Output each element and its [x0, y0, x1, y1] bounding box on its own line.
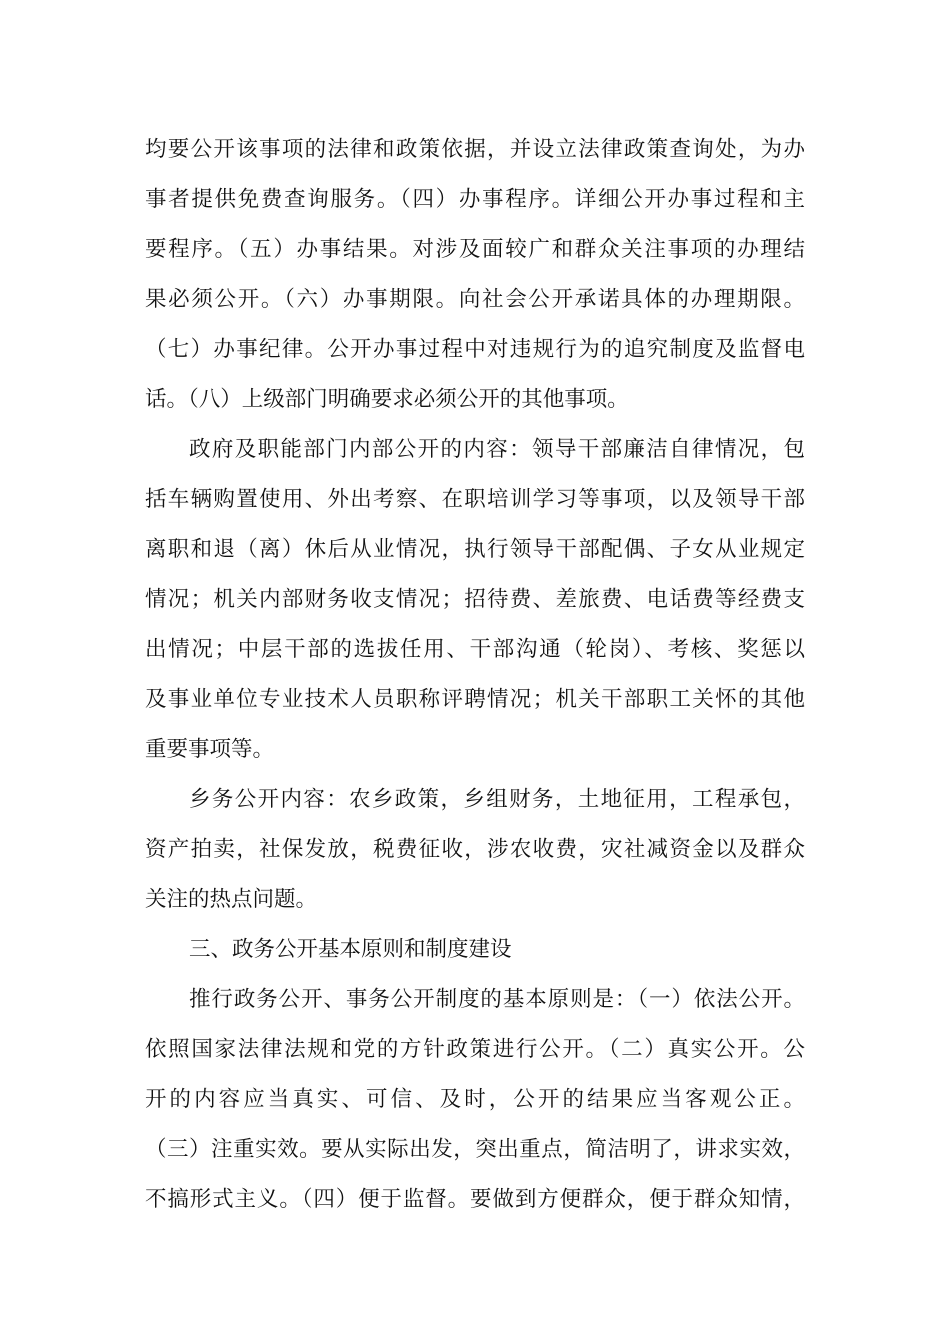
text-line: 不搞形式主义。（四）便于监督。要做到方便群众，便于群众知情， — [145, 1187, 805, 1212]
text-line: 开的内容应当真实、可信、及时，公开的结果应当客观公正。 — [145, 1087, 805, 1112]
text-line: 出情况；中层干部的选拔任用、干部沟通（轮岗）、考核、奖惩以 — [145, 637, 805, 662]
text-line: 话。（八）上级部门明确要求必须公开的其他事项。 — [145, 387, 629, 412]
text-line: 及事业单位专业技术人员职称评聘情况；机关干部职工关怀的其他 — [145, 687, 805, 712]
text-line: （七）办事纪律。公开办事过程中对违规行为的追究制度及监督电 — [145, 337, 805, 362]
text-line: 括车辆购置使用、外出考察、在职培训学习等事项，以及领导干部 — [145, 487, 805, 512]
text-line: 推行政务公开、事务公开制度的基本原则是：（一）依法公开。 — [189, 987, 805, 1012]
text-line: 均要公开该事项的法律和政策依据，并设立法律政策查询处，为办 — [145, 137, 805, 162]
text-line: 果必须公开。（六）办事期限。向社会公开承诺具体的办理期限。 — [145, 287, 805, 312]
document-body — [145, 125, 805, 1225]
text-line: 情况；机关内部财务收支情况；招待费、差旅费、电话费等经费支 — [145, 587, 805, 612]
text-line: 乡务公开内容：农乡政策，乡组财务，土地征用，工程承包， — [189, 787, 805, 812]
text-line: 资产拍卖，社保发放，税费征收，涉农收费，灾社减资金以及群众 — [145, 837, 805, 862]
text-line: （三）注重实效。要从实际出发，突出重点，简洁明了，讲求实效， — [145, 1137, 805, 1162]
text-line: 政府及职能部门内部公开的内容：领导干部廉洁自律情况，包 — [189, 437, 805, 462]
text-line: 重要事项等。 — [145, 737, 275, 762]
text-line: 三、政务公开基本原则和制度建设 — [189, 937, 512, 962]
text-line: 关注的热点问题。 — [145, 887, 318, 912]
text-line: 离职和退（离）休后从业情况，执行领导干部配偶、子女从业规定 — [145, 537, 805, 562]
text-line: 依照国家法律法规和党的方针政策进行公开。（二）真实公开。公 — [145, 1037, 805, 1062]
text-line: 要程序。（五）办事结果。对涉及面较广和群众关注事项的办理结 — [145, 237, 805, 262]
text-line: 事者提供免费查询服务。（四）办事程序。详细公开办事过程和主 — [145, 187, 805, 212]
